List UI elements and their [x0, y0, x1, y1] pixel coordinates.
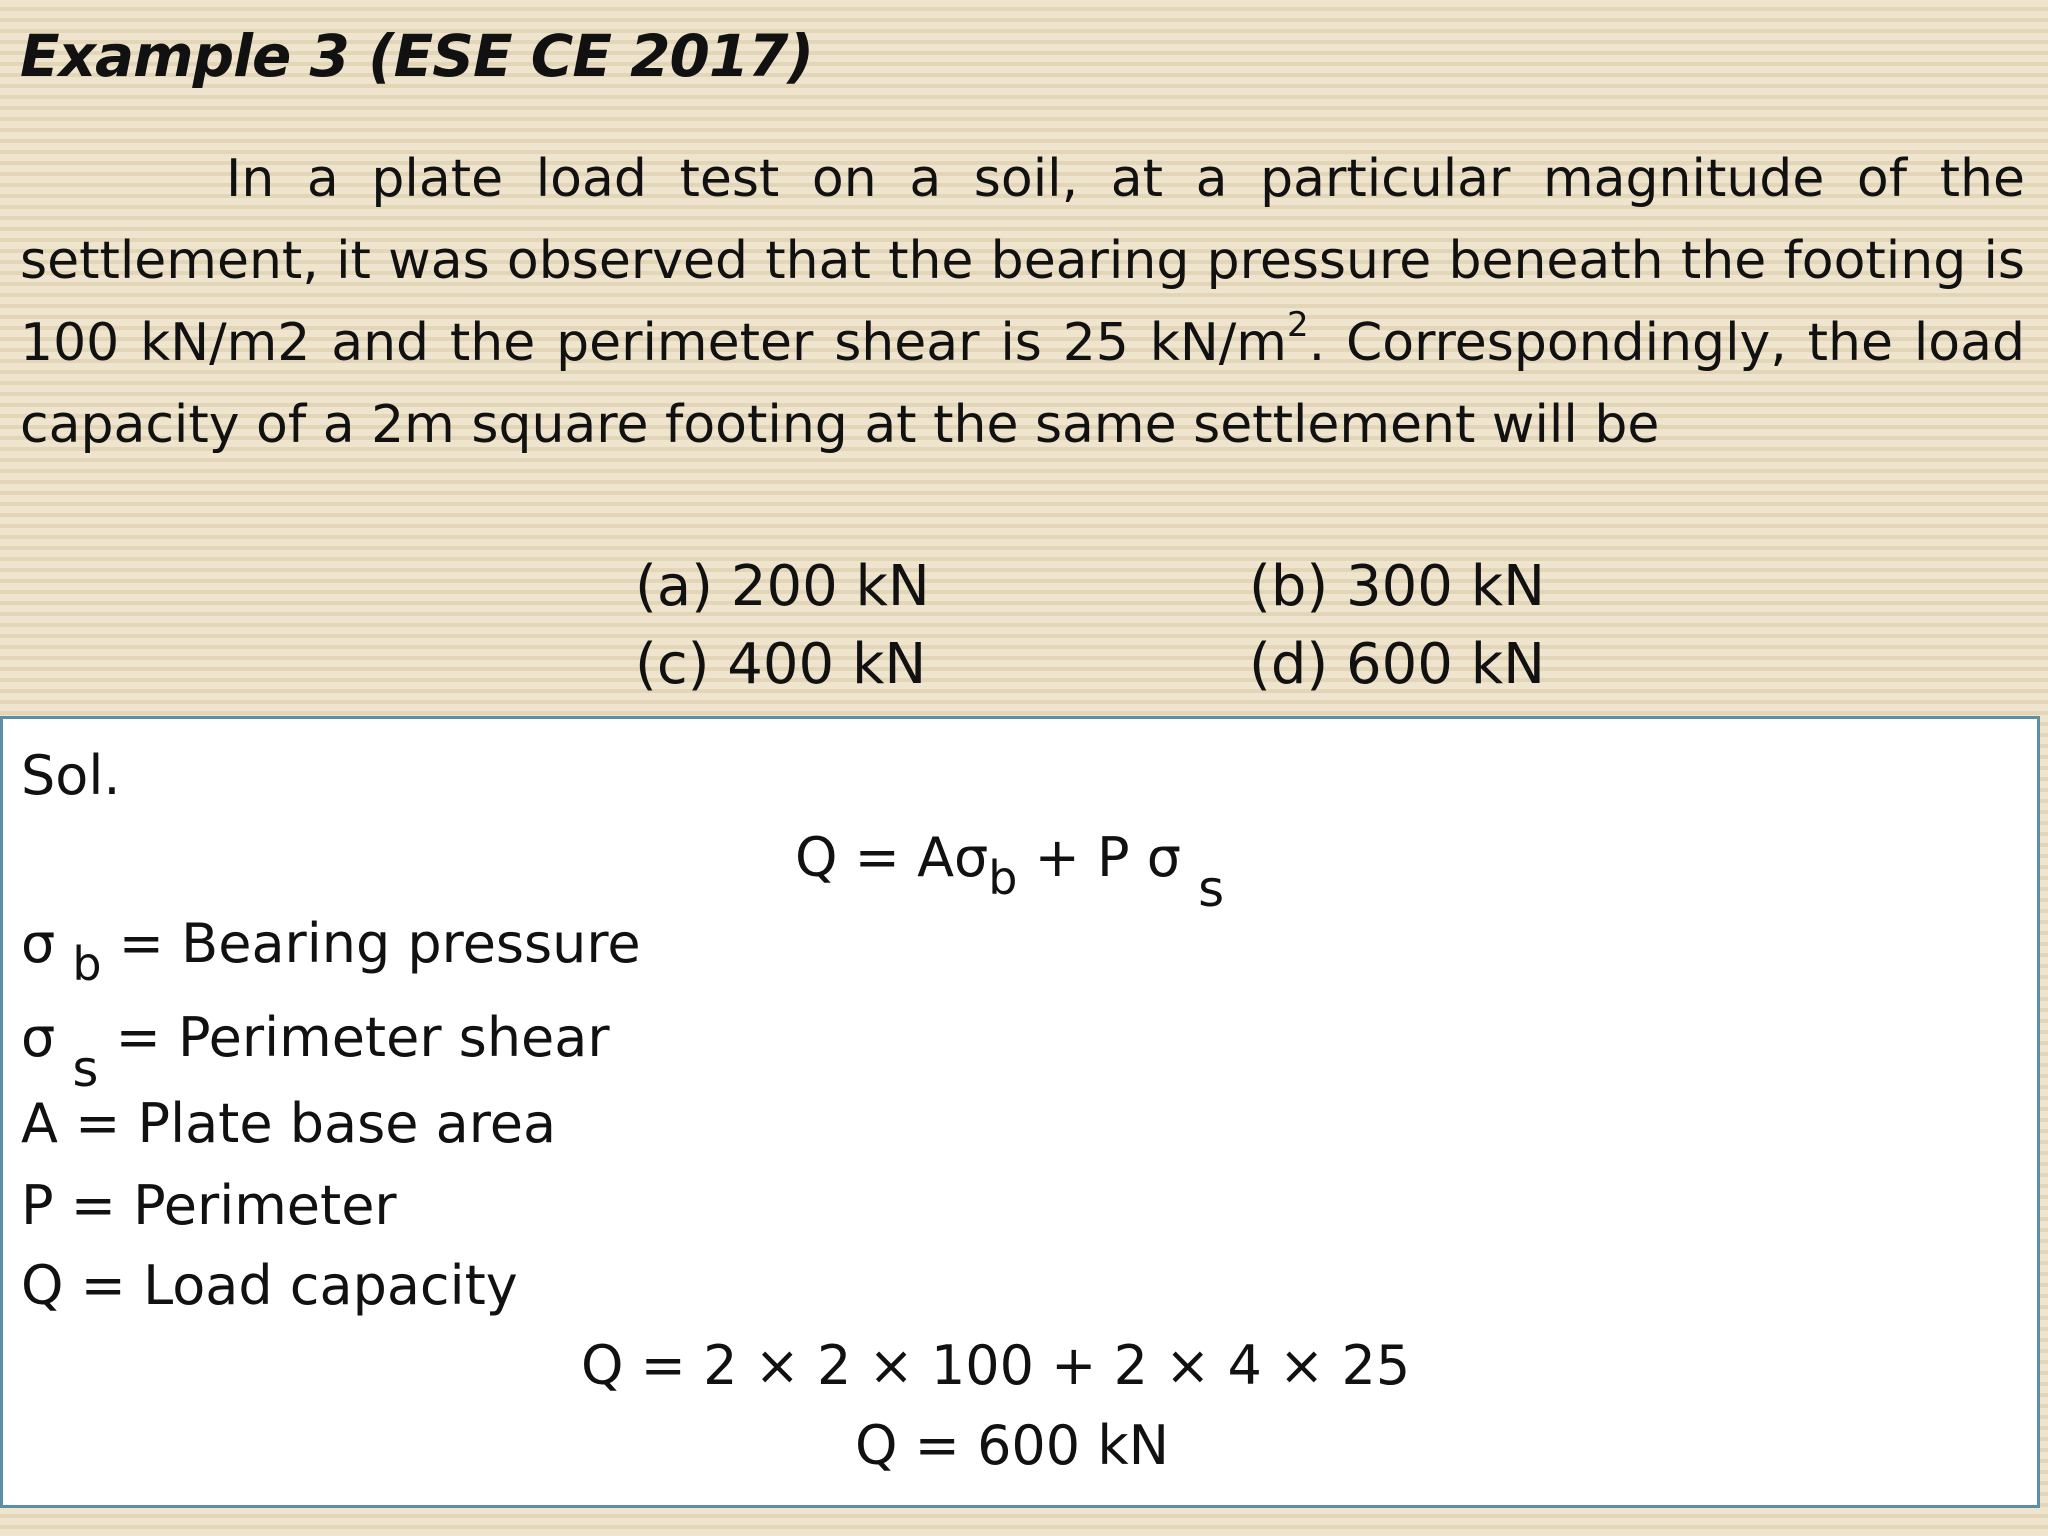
question-part-1: In a plate load test on a soil, at a particular magnitude of the settlement, it was observed that the bearing pressure beneath the footing is 100 kN/m2 and the perimeter shear is 25 kN/m: [20, 149, 2025, 373]
definition-perimeter: P = Perimeter: [21, 1174, 397, 1237]
sigma-b-text: = Bearing pressure: [101, 912, 641, 975]
slide-title: Example 3 (ESE CE 2017): [20, 22, 814, 90]
option-a: (a) 200 kN: [635, 554, 930, 619]
option-c: (c) 400 kN: [635, 632, 927, 697]
question-text: [20, 138, 2025, 466]
calculation-line: Q = 2 × 2 × 100 + 2 × 4 × 25: [581, 1334, 1411, 1397]
formula-sub-b: b: [988, 851, 1018, 905]
formula-sub-s: s: [1198, 860, 1225, 918]
question-part-2: . Correspondingly, the load capacity of a 2m square footing at the same settlement will be: [20, 313, 2025, 455]
sigma-symbol: σ: [21, 912, 73, 975]
definition-sigma-s: [21, 1006, 610, 1098]
definition-sigma-b: [21, 912, 641, 991]
option-b: (b) 300 kN: [1249, 554, 1546, 619]
sigma-s-subscript: s: [72, 1040, 99, 1098]
option-d: (d) 600 kN: [1249, 632, 1546, 697]
definition-load-capacity: Q = Load capacity: [21, 1254, 518, 1317]
solution-box: [0, 716, 2040, 1508]
unit-exponent: 2: [1286, 305, 1309, 345]
main-formula: [795, 826, 1225, 918]
sigma-b-subscript: b: [72, 937, 102, 991]
sigma-s-text: = Perimeter shear: [98, 1006, 610, 1069]
formula-mid: + P σ: [1017, 826, 1199, 889]
sigma-symbol: σ: [21, 1006, 73, 1069]
formula-lhs: Q = Aσ: [795, 826, 989, 889]
definition-area: A = Plate base area: [21, 1092, 557, 1155]
result-line: Q = 600 kN: [855, 1414, 1169, 1477]
solution-label: Sol.: [21, 744, 121, 807]
